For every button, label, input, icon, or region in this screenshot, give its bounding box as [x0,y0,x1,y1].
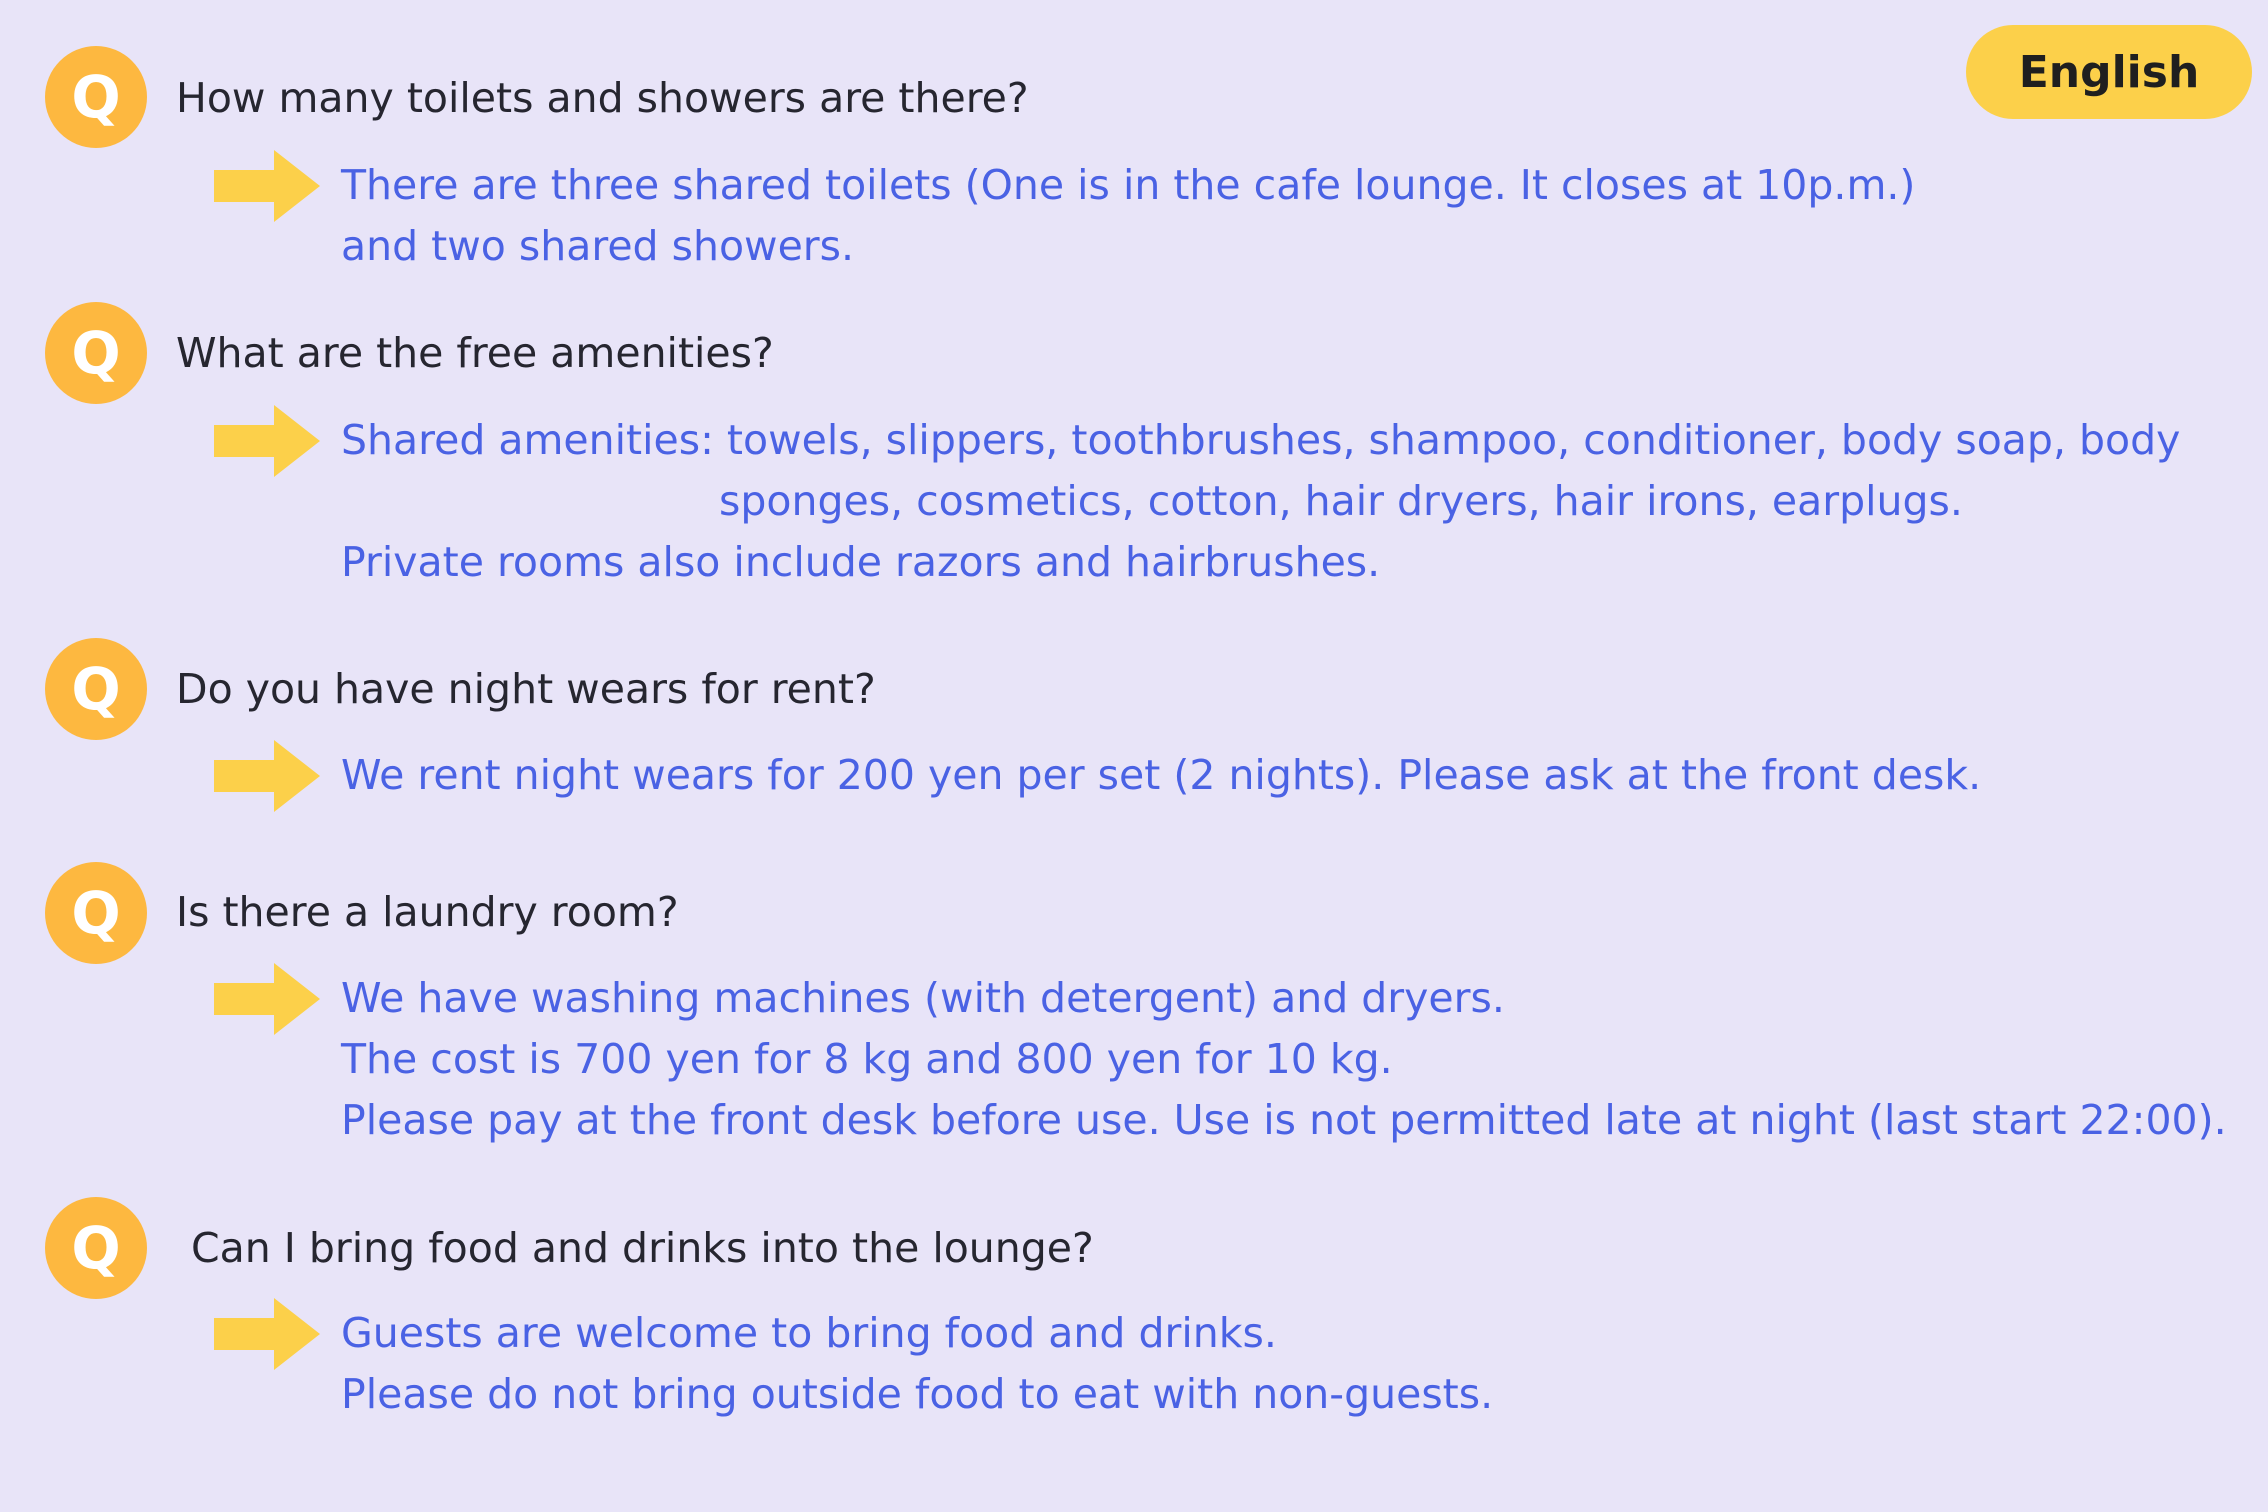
faq-answer-4 [341,968,2227,1151]
question-icon: Q [45,1197,147,1299]
faq-question-1: How many toilets and showers are there? [176,74,1029,122]
arrow-right-icon [214,405,320,477]
answer-line: The cost is 700 yen for 8 kg and 800 yen for 10 kg. [341,1035,1393,1083]
question-icon: Q [45,302,147,404]
faq-question-4: Is there a laundry room? [176,888,679,936]
answer-line: There are three shared toilets (One is in the cafe lounge. It closes at 10p.m.) [341,161,1916,209]
arrow-right-icon [214,1298,320,1370]
faq-answer-3 [341,745,1981,806]
faq-question-5: Can I bring food and drinks into the lounge? [191,1224,1094,1272]
answer-line: We rent night wears for 200 yen per set (2 nights). Please ask at the front desk. [341,751,1982,799]
arrow-right-icon [214,740,320,812]
faq-question-3: Do you have night wears for rent? [176,665,876,713]
language-button[interactable]: English [1966,25,2252,119]
answer-line: sponges, cosmetics, cotton, hair dryers, hair irons, earplugs. [719,477,1963,525]
faq-question-2: What are the free amenities? [176,329,774,377]
faq-answer-2 [341,410,2180,593]
answer-line: Please pay at the front desk before use. Use is not permitted late at night (last start 22:00). [341,1096,2227,1144]
faq-answer-5 [341,1303,1493,1425]
answer-line: We have washing machines (with detergent) and dryers. [341,974,1505,1022]
answer-line: Please do not bring outside food to eat with non-guests. [341,1370,1494,1418]
answer-line: Shared amenities: towels, slippers, toothbrushes, shampoo, conditioner, body soap, body [341,416,2181,464]
arrow-right-icon [214,150,320,222]
answer-line: and two shared showers. [341,222,855,270]
answer-line: Guests are welcome to bring food and drinks. [341,1309,1277,1357]
question-icon: Q [45,862,147,964]
faq-answer-1 [341,155,1915,277]
answer-line: Private rooms also include razors and hairbrushes. [341,538,1381,586]
question-icon: Q [45,46,147,148]
question-icon: Q [45,638,147,740]
arrow-right-icon [214,963,320,1035]
